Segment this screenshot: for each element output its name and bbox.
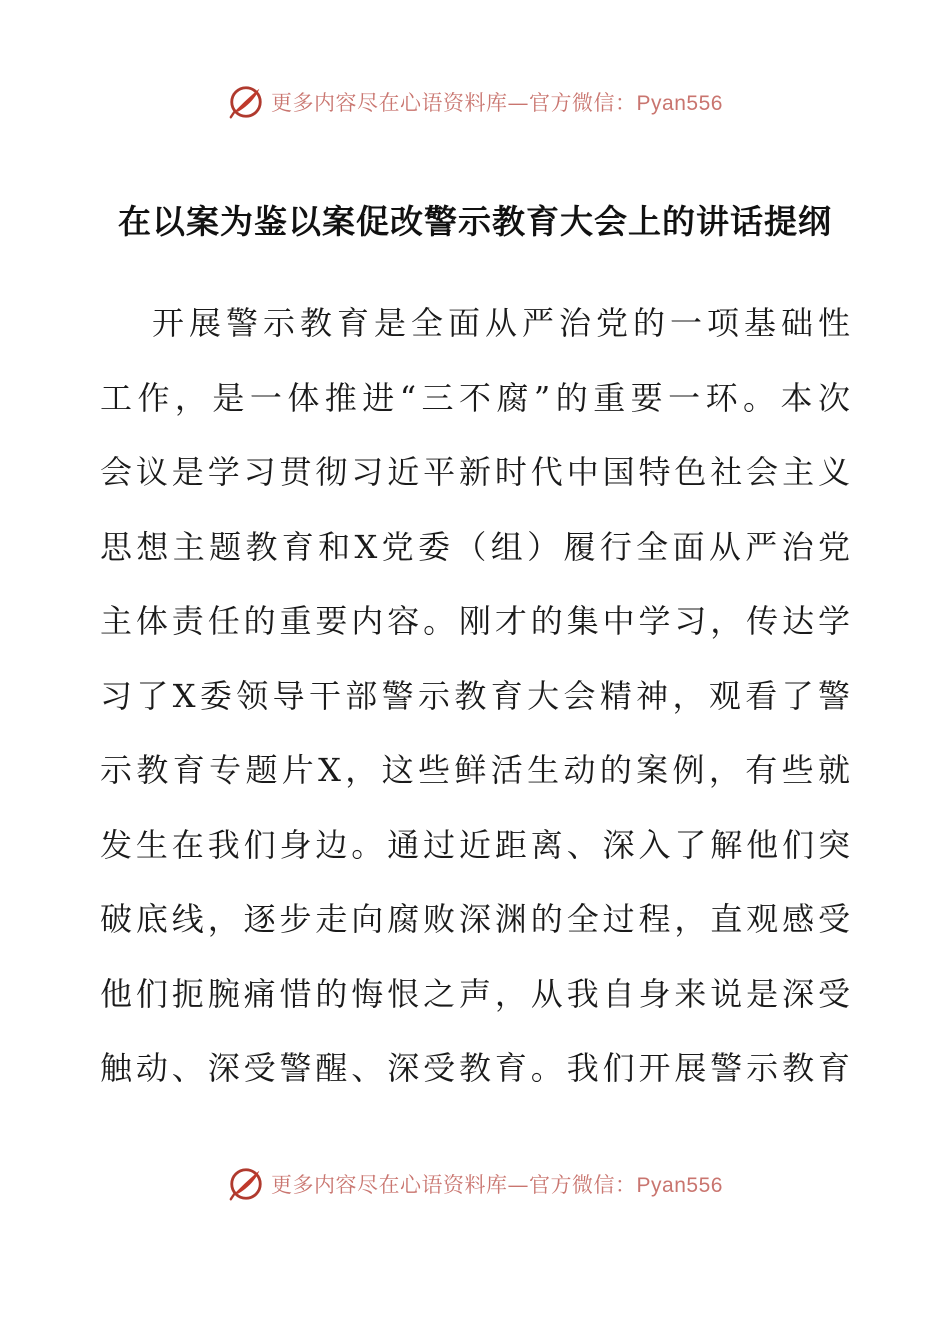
footer-banner xyxy=(0,1162,950,1206)
body-line: 开展警示教育是全面从严治党的一项基础性 xyxy=(152,304,850,342)
footer-wechat-id: Pyan556 xyxy=(636,1174,723,1197)
page-title: 在以案为鉴以案促改警示教育大会上的讲话提纲 xyxy=(118,202,832,241)
body-line: 主体责任的重要内容。刚才的集中学习，传达学 xyxy=(100,602,850,640)
footer-banner-text xyxy=(271,1169,723,1199)
header-banner xyxy=(0,80,950,124)
body-line: 工作，是一体推进“三不腐”的重要一环。本次 xyxy=(100,378,850,417)
body-line: 思想主题教育和X党委（组）履行全面从严治党 xyxy=(100,527,850,566)
document-body xyxy=(100,286,850,1106)
header-banner-text xyxy=(271,87,723,117)
body-line: 会议是学习贯彻习近平新时代中国特色社会主义 xyxy=(100,453,850,491)
body-line: 发生在我们身边。通过近距离、深入了解他们突 xyxy=(100,825,850,864)
body-line: 习了X委领导干部警示教育大会精神，观看了警 xyxy=(100,676,850,715)
body-line: 他们扼腕痛惜的悔恨之声，从我自身来说是深受 xyxy=(100,974,850,1013)
quill-logo-icon xyxy=(227,1165,265,1203)
body-line: 破底线，逐步走向腐败深渊的全过程，直观感受 xyxy=(100,900,850,938)
footer-banner-main: 更多内容尽在心语资料库—官方微信： xyxy=(271,1173,637,1197)
quill-logo-icon xyxy=(227,83,265,121)
header-wechat-id: Pyan556 xyxy=(636,92,723,115)
body-line: 触动、深受警醒、深受教育。我们开展警示教育 xyxy=(100,1049,850,1087)
body-line: 示教育专题片X，这些鲜活生动的案例，有些就 xyxy=(100,751,850,789)
header-banner-main: 更多内容尽在心语资料库—官方微信： xyxy=(271,91,637,115)
